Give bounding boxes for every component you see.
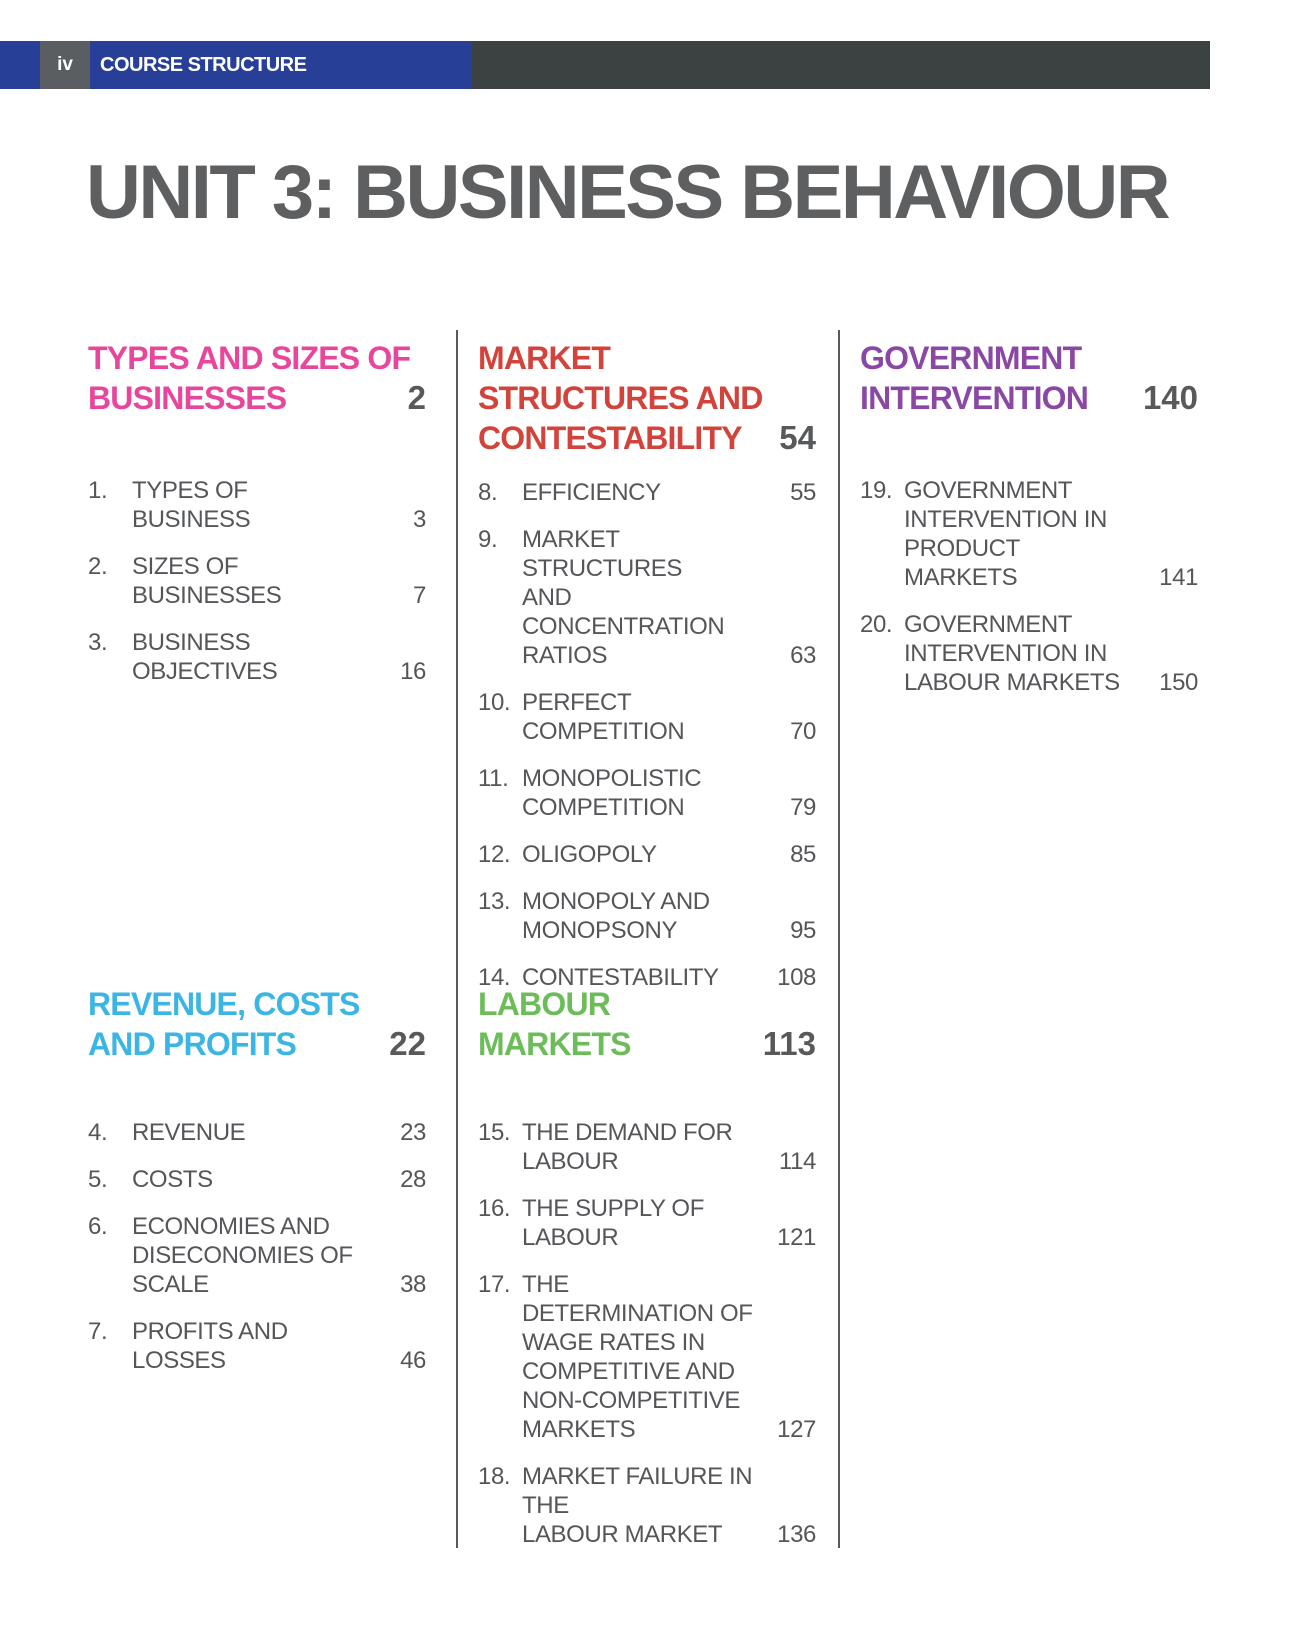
chapter-page-number: 23 — [400, 1119, 426, 1146]
chapter-title-line: COMPETITIVE AND — [522, 1358, 735, 1385]
chapter-number: 16. — [478, 1195, 511, 1222]
section-page-number: 54 — [779, 419, 816, 456]
chapter-list — [88, 1118, 426, 1375]
chapter-title-line: OLIGOPOLY — [522, 841, 657, 868]
chapter-page-number: 55 — [790, 479, 816, 506]
chapter-title — [522, 688, 816, 746]
chapter-page-number: 136 — [777, 1521, 816, 1548]
section-title-line: REVENUE, COSTS — [88, 986, 360, 1022]
chapter-title-line: MARKET STRUCTURES — [522, 526, 683, 582]
section-heading — [478, 338, 816, 458]
section-title-line: TYPES AND SIZES OF — [88, 340, 411, 376]
chapter-entry — [88, 1118, 426, 1147]
chapter-title-line: THE DETERMINATION OF — [522, 1271, 753, 1327]
header-dark-band — [472, 41, 1210, 89]
running-header-title: COURSE STRUCTURE — [100, 54, 307, 76]
column-divider-left — [456, 330, 458, 1548]
chapter-title — [132, 1317, 426, 1375]
chapter-number: 7. — [88, 1318, 108, 1345]
chapter-title-line: LABOUR — [522, 1148, 619, 1175]
chapter-number: 1. — [88, 477, 108, 504]
chapter-page-number: 79 — [790, 794, 816, 821]
chapter-title-line: BUSINESS OBJECTIVES — [132, 629, 278, 685]
chapter-page-number: 150 — [1159, 669, 1198, 696]
chapter-entry — [478, 840, 816, 869]
section-heading — [88, 338, 426, 418]
chapter-entry — [860, 610, 1198, 697]
chapter-title — [522, 478, 816, 507]
chapter-entry — [88, 1165, 426, 1194]
chapter-title-line: LABOUR — [522, 1224, 619, 1251]
chapter-page-number: 46 — [400, 1347, 426, 1374]
section-page-number: 22 — [389, 1025, 426, 1062]
chapter-number: 20. — [860, 611, 893, 638]
chapter-title — [522, 1462, 816, 1549]
chapter-title — [132, 628, 426, 686]
section-title-line: MARKET — [478, 340, 611, 376]
chapter-title-line: SCALE — [132, 1271, 209, 1298]
chapter-page-number: 7 — [413, 582, 426, 609]
chapter-title-line: GOVERNMENT — [904, 477, 1073, 504]
chapter-number: 18. — [478, 1463, 511, 1490]
chapter-title-line: NON-COMPETITIVE — [522, 1387, 741, 1414]
chapter-title-line: COSTS — [132, 1166, 213, 1193]
chapter-page-number: 38 — [400, 1271, 426, 1298]
chapter-title-line: MARKETS — [522, 1416, 636, 1443]
chapter-title-line: CONTESTABILITY — [522, 964, 719, 991]
chapter-title-line: THE DEMAND FOR — [522, 1119, 733, 1146]
chapter-title-line: PERFECT COMPETITION — [522, 689, 685, 745]
chapter-title-line: MARKET FAILURE IN THE — [522, 1463, 753, 1519]
chapter-title-line: GOVERNMENT — [904, 611, 1073, 638]
section-market-structures — [478, 338, 816, 1010]
chapter-title — [132, 552, 426, 610]
section-heading — [860, 338, 1198, 418]
unit-title: UNIT 3: BUSINESS BEHAVIOUR — [86, 150, 1169, 235]
section-title-line: BUSINESSES — [88, 380, 287, 416]
chapter-number: 11. — [478, 765, 509, 792]
chapter-entry — [478, 688, 816, 746]
chapter-entry — [478, 1118, 816, 1176]
section-government-intervention — [860, 338, 1198, 715]
chapter-number: 13. — [478, 888, 511, 915]
chapter-number: 17. — [478, 1271, 511, 1298]
chapter-title-line: LABOUR MARKETS — [904, 669, 1120, 696]
section-heading — [478, 984, 816, 1064]
section-title-line: MARKETS — [478, 1026, 631, 1062]
chapter-entry — [860, 476, 1198, 592]
chapter-entry — [478, 1462, 816, 1549]
chapter-title-line: PRODUCT MARKETS — [904, 535, 1020, 591]
chapter-number: 6. — [88, 1213, 108, 1240]
chapter-title-line: MONOPOLY AND — [522, 888, 710, 915]
chapter-number: 19. — [860, 477, 893, 504]
chapter-entry — [88, 1212, 426, 1299]
chapter-entry — [478, 478, 816, 507]
chapter-title — [132, 1118, 426, 1147]
chapter-page-number: 3 — [413, 506, 426, 533]
chapter-title-line: AND CONCENTRATION — [522, 584, 725, 640]
chapter-page-number: 121 — [777, 1224, 816, 1251]
chapter-entry — [478, 1194, 816, 1252]
section-revenue-costs-profits — [88, 984, 426, 1393]
chapter-title — [132, 476, 426, 534]
section-heading — [88, 984, 426, 1064]
section-page-number: 140 — [1142, 379, 1198, 416]
section-title-line: STRUCTURES AND — [478, 380, 763, 416]
section-page-number: 113 — [762, 1025, 816, 1062]
chapter-title-line: COMPETITION — [522, 794, 685, 821]
chapter-title-line: WAGE RATES IN — [522, 1329, 705, 1356]
chapter-entry — [478, 887, 816, 945]
chapter-page-number: 127 — [777, 1416, 816, 1443]
chapter-title — [522, 840, 816, 869]
chapter-number: 2. — [88, 553, 108, 580]
chapter-page-number: 28 — [400, 1166, 426, 1193]
chapter-title — [522, 887, 816, 945]
section-title — [88, 338, 426, 418]
chapter-title — [132, 1212, 426, 1299]
chapter-title-line: LABOUR MARKET — [522, 1521, 723, 1548]
chapter-title-line: RATIOS — [522, 642, 608, 669]
chapter-title — [522, 1194, 816, 1252]
chapter-number: 15. — [478, 1119, 511, 1146]
section-title — [478, 338, 816, 458]
chapter-list — [478, 478, 816, 992]
chapter-entry — [88, 476, 426, 534]
chapter-number: 4. — [88, 1119, 108, 1146]
chapter-title — [132, 1165, 426, 1194]
chapter-page-number: 85 — [790, 841, 816, 868]
chapter-title — [904, 610, 1198, 697]
section-labour-markets — [478, 984, 816, 1567]
chapter-list — [860, 476, 1198, 697]
chapter-title-line: THE SUPPLY OF — [522, 1195, 704, 1222]
column-divider-right — [838, 330, 840, 1548]
chapter-title — [904, 476, 1198, 592]
chapter-title-line: INTERVENTION IN — [904, 640, 1107, 667]
section-title-line: CONTESTABILITY — [478, 420, 742, 456]
chapter-title — [522, 525, 816, 670]
chapter-page-number: 16 — [400, 658, 426, 685]
section-types-and-sizes — [88, 338, 426, 704]
chapter-title-line: SIZES OF BUSINESSES — [132, 553, 282, 609]
chapter-page-number: 108 — [777, 964, 816, 991]
chapter-title-line: EFFICIENCY — [522, 479, 661, 506]
chapter-number: 14. — [478, 964, 511, 991]
chapter-title-line: TYPES OF BUSINESS — [132, 477, 251, 533]
chapter-list — [478, 1118, 816, 1549]
section-title — [88, 984, 426, 1064]
chapter-number: 5. — [88, 1166, 108, 1193]
chapter-entry — [478, 525, 816, 670]
chapter-title-line: DISECONOMIES OF — [132, 1242, 353, 1269]
chapter-number: 12. — [478, 841, 511, 868]
chapter-number: 3. — [88, 629, 108, 656]
section-page-number: 2 — [407, 379, 426, 416]
chapter-number: 10. — [478, 689, 511, 716]
chapter-title-line: PROFITS AND LOSSES — [132, 1318, 288, 1374]
page-number: iv — [40, 41, 90, 89]
chapter-title — [522, 764, 816, 822]
chapter-page-number: 141 — [1159, 564, 1198, 591]
chapter-title — [522, 1118, 816, 1176]
chapter-entry — [478, 764, 816, 822]
chapter-entry — [478, 1270, 816, 1444]
chapter-title-line: ECONOMIES AND — [132, 1213, 330, 1240]
chapter-title-line: INTERVENTION IN — [904, 506, 1107, 533]
chapter-entry — [88, 552, 426, 610]
chapter-page-number: 70 — [790, 718, 816, 745]
section-title-line: LABOUR — [478, 986, 611, 1022]
header-bar — [0, 41, 1210, 89]
chapter-title — [522, 1270, 816, 1444]
chapter-title-line: MONOPSONY — [522, 917, 678, 944]
chapter-number: 8. — [478, 479, 498, 506]
chapter-page-number: 95 — [790, 917, 816, 944]
chapter-entry — [88, 1317, 426, 1375]
section-title-line: INTERVENTION — [860, 380, 1089, 416]
chapter-page-number: 63 — [790, 642, 816, 669]
chapter-list — [88, 476, 426, 686]
chapter-title-line: REVENUE — [132, 1119, 246, 1146]
chapter-entry — [88, 628, 426, 686]
section-title-line: GOVERNMENT — [860, 340, 1082, 376]
chapter-title-line: MONOPOLISTIC — [522, 765, 702, 792]
section-title-line: AND PROFITS — [88, 1026, 297, 1062]
chapter-number: 9. — [478, 526, 498, 553]
chapter-page-number: 114 — [778, 1148, 816, 1175]
